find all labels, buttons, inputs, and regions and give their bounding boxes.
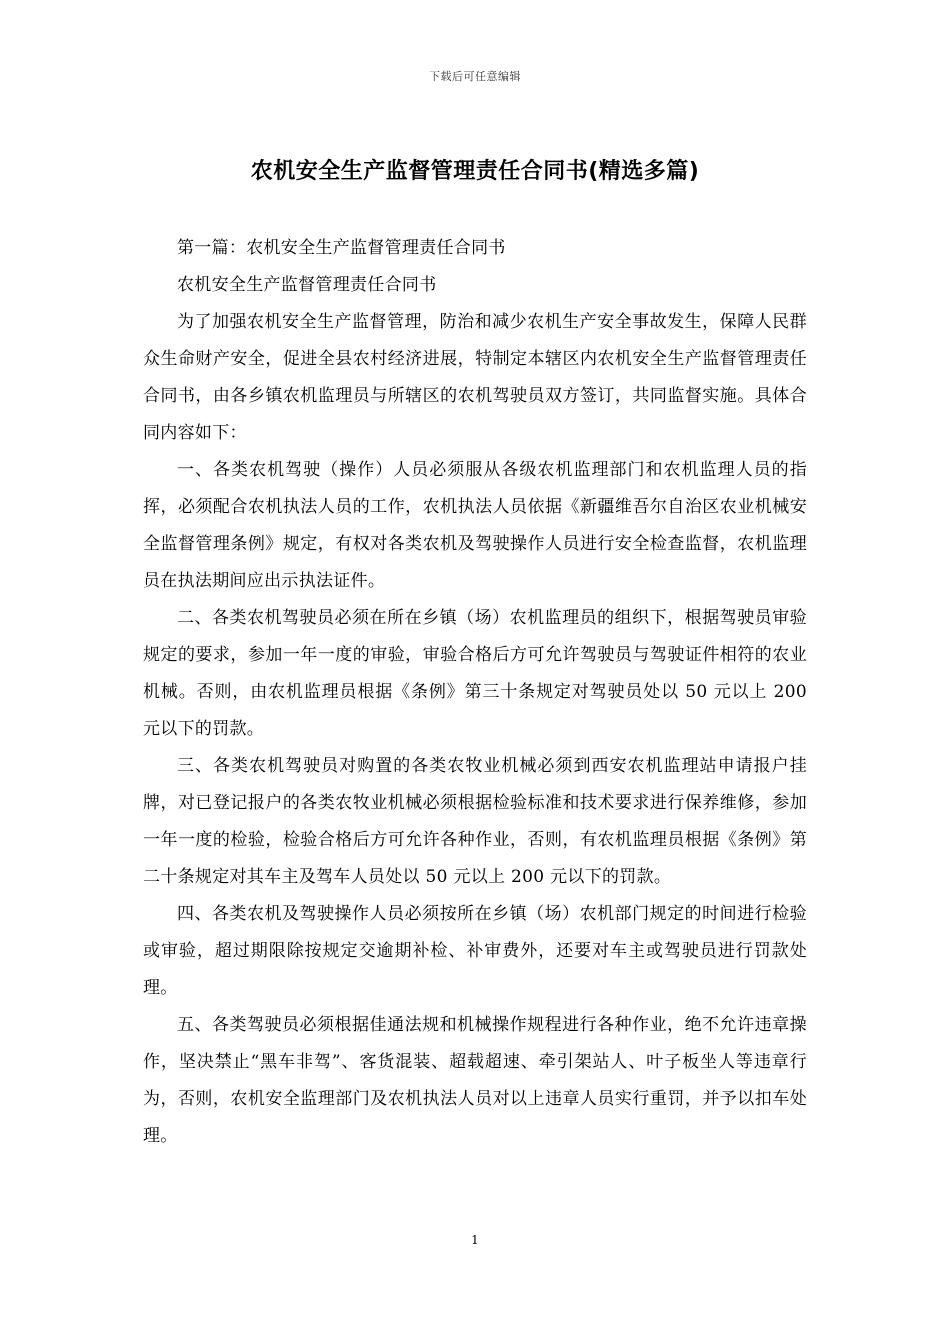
section-heading: 第一篇：农机安全生产监督管理责任合同书	[177, 238, 506, 258]
clause-4-paragraph: 四、各类农机及驾驶操作人员必须按所在乡镇（场）农机部门规定的时间进行检验或审验，超过期限除按规定交逾期补检、补审费外，还要对车主或驾驶员进行罚款处理。	[143, 904, 807, 998]
header-note: 下载后可任意编辑	[429, 70, 521, 83]
contract-title-line: 农机安全生产监督管理责任合同书	[177, 275, 437, 295]
document-title: 农机安全生产监督管理责任合同书(精选多篇)	[250, 159, 700, 184]
clause-1-paragraph: 一、各类农机驾驶（操作）人员必须服从各级农机监理部门和农机监理人员的指挥，必须配合农机执法人员的工作，农机执法人员依据《新疆维吾尔自治区农业机械安全监督管理条例》规定，有权对各类农机及驾驶操作人员进行安全检查监督，农机监理员在执法期间应出示执法证件。	[143, 460, 807, 591]
document-body	[143, 230, 807, 1155]
clause-5-paragraph: 五、各类驾驶员必须根据佳通法规和机械操作规程进行各种作业，绝不允许违章操作，坚决禁止“黑车非驾”、客货混装、超载超速、牵引架站人、叶子板坐人等违章行为，否则，农机安全监理部门及农机执法人员对以上违章人员实行重罚，并予以扣车处理。	[143, 1015, 807, 1146]
intro-paragraph: 为了加强农机安全生产监督管理，防治和减少农机生产安全事故发生，保障人民群众生命财产安全，促进全县农村经济进展，特制定本辖区内农机安全生产监督管理责任合同书，由各乡镇农机监理员与所辖区的农机驾驶员双方签订，共同监督实施。具体合同内容如下：	[143, 312, 807, 443]
clause-3-paragraph: 三、各类农机驾驶员对购置的各类农牧业机械必须到西安农机监理站申请报户挂牌，对已登记报户的各类农牧业机械必须根据检验标准和技术要求进行保养维修，参加一年一度的检验，检验合格后方可允许各种作业，否则，有农机监理员根据《条例》第二十条规定对其车主及驾车人员处以 50 元以上 200 元以下的罚款。	[143, 756, 807, 887]
clause-2-paragraph: 二、各类农机驾驶员必须在所在乡镇（场）农机监理员的组织下，根据驾驶员审验规定的要求，参加一年一度的审验，审验合格后方可允许驾驶员与驾驶证件相符的农业机械。否则，由农机监理员根据《条例》第三十条规定对驾驶员处以 50 元以上 200 元以下的罚款。	[143, 608, 807, 739]
page-number: 1	[471, 1233, 479, 1247]
